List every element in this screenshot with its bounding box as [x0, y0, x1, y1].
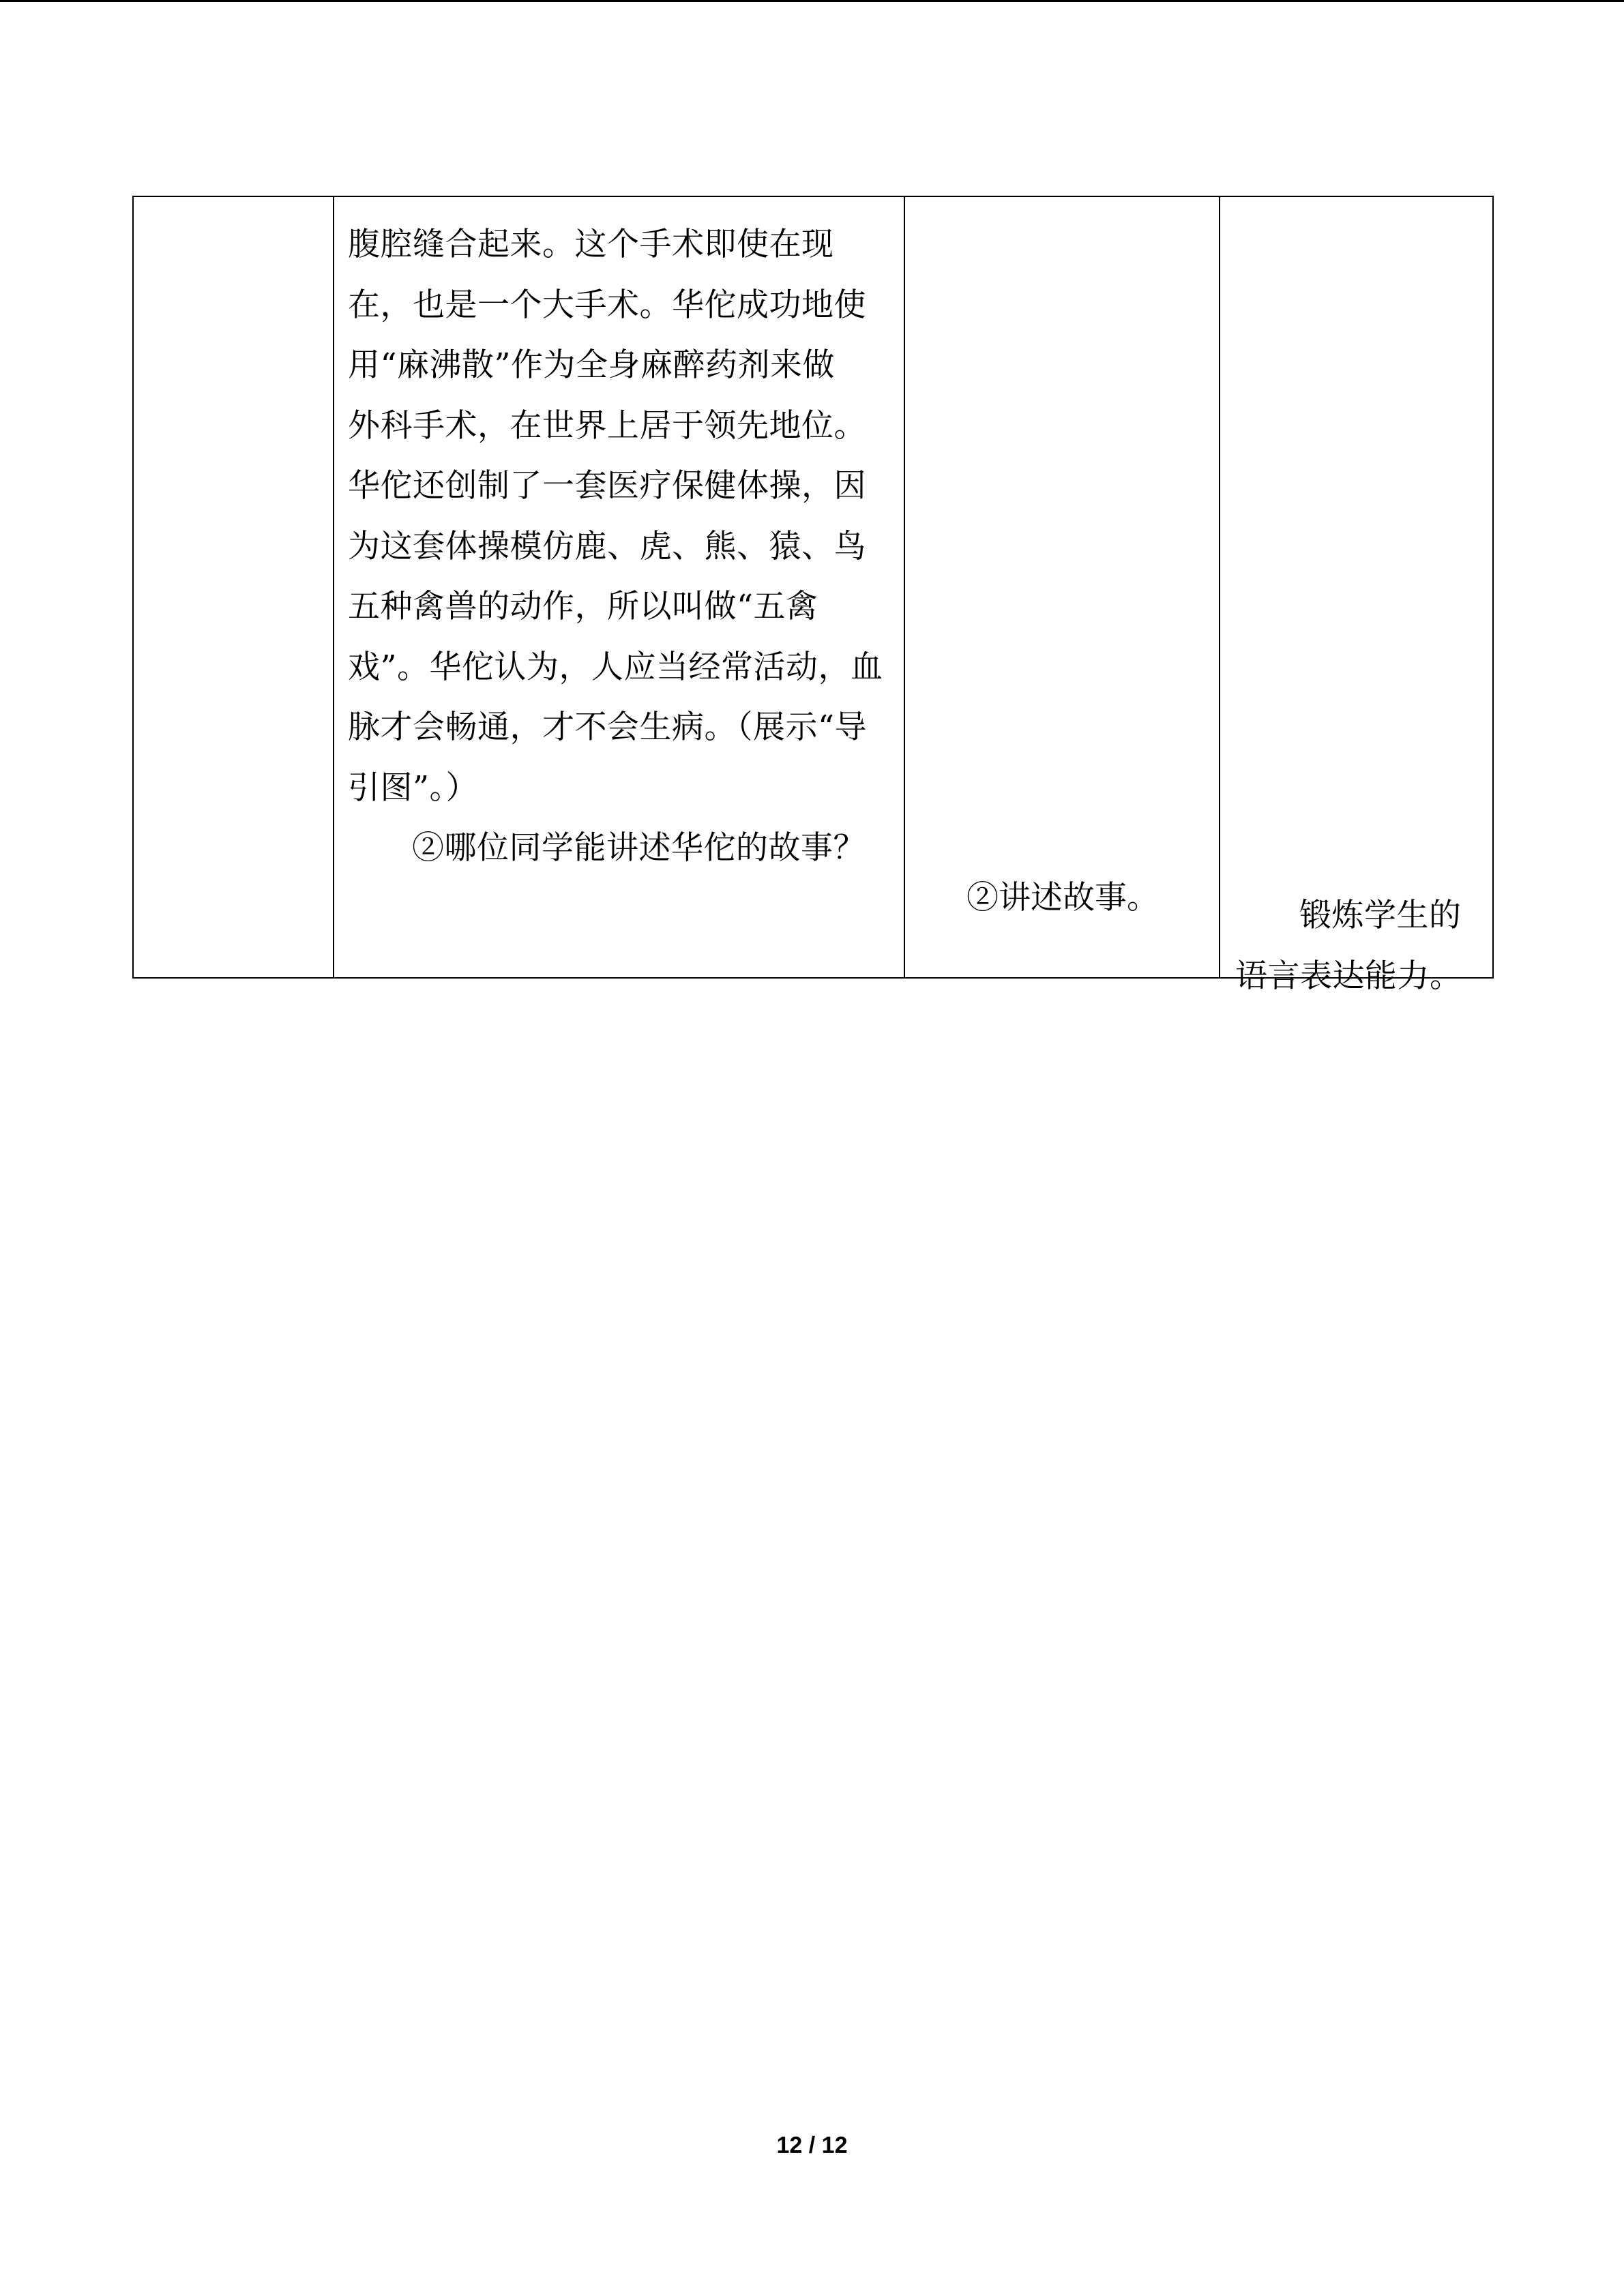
teacher-line: 外科手术，在世界上居于领先地位。 — [348, 406, 866, 445]
teacher-line: 用“麻沸散”作为全身麻醉药剂来做 — [348, 346, 836, 384]
page-number: 12 / 12 — [776, 2132, 848, 2158]
student-activity-text: ②讲述故事。 — [966, 878, 1159, 916]
table-row — [133, 196, 1493, 978]
section-cell — [133, 196, 334, 978]
design-purpose-text — [1235, 886, 1488, 1007]
teacher-line: 引图”。） — [348, 769, 479, 807]
teacher-line: 在，也是一个大手术。华佗成功地使 — [348, 286, 866, 324]
purpose-line: 锻炼学生的 — [1299, 897, 1462, 934]
teacher-line: 戏”。华佗认为，人应当经常活动，血 — [348, 648, 883, 686]
teacher-line: 腹腔缝合起来。这个手术即使在现 — [348, 226, 834, 263]
teacher-activity-cell — [334, 196, 904, 978]
lesson-plan-table — [132, 196, 1494, 995]
teacher-activity-text — [348, 215, 897, 879]
student-activity-cell — [904, 196, 1220, 978]
teacher-question: ②哪位同学能讲述华佗的故事？ — [412, 829, 866, 867]
teacher-line: 华佗还创制了一套医疗保健体操，因 — [348, 467, 866, 505]
page-top-border — [0, 0, 1624, 2]
teacher-line: 为这套体操模仿鹿、虎、熊、猿、鸟 — [348, 527, 866, 565]
teacher-line: 五种禽兽的动作，所以叫做“五禽 — [348, 588, 818, 625]
purpose-line: 语言表达能力。 — [1235, 957, 1462, 995]
design-purpose-cell — [1220, 196, 1493, 995]
teacher-line: 脉才会畅通，才不会生病。（展示“导 — [348, 709, 868, 746]
